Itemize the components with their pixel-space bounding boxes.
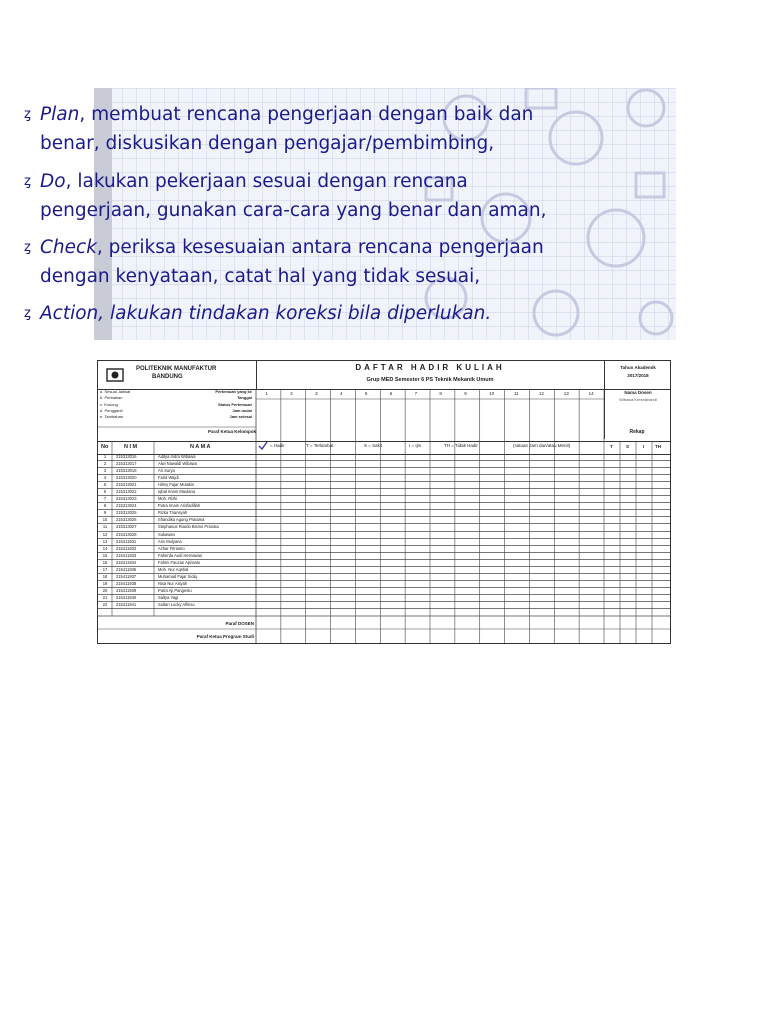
attendance-legend [258,443,608,453]
student-name: Fahmi Fauzan Aprianto [158,559,201,565]
student-no: 16 [102,559,108,565]
student-name: Aris Mulyana [158,538,182,544]
meeting-info-label: Jam selesai [229,414,252,420]
student-name: Ari Surya [158,468,175,474]
student-name: Farid Wajdi [158,475,179,481]
student-nim: 215313026 [116,517,137,523]
meeting-number: 8 [439,391,442,396]
sheet-title: DAFTAR HADIR KULIAH [355,363,505,372]
bullet-action [24,299,574,328]
student-no: 12 [102,531,108,537]
col-no-header: No [101,444,109,450]
student-name: Azhar Fitrianto [158,545,185,551]
bullet-icon: ȥ [24,240,31,255]
legend-item: I = Ijin [409,443,422,448]
student-name: Hilmy Fajar Mutakin [158,482,195,488]
rekap-col-i: I [643,444,645,449]
bullet-icon: ȥ [24,107,31,122]
table-row [98,553,670,560]
student-nim: 215313018 [116,468,137,474]
student-nim: 215411940 [116,594,137,600]
student-no: 17 [102,566,108,572]
school-name [136,365,216,381]
legend-item: (satuan Jam dan/atau Menit) [513,443,571,448]
student-no: 10 [102,517,108,523]
paraf-dosen-label: Paraf DOSEN [225,621,254,626]
legend-item: TH = Tidak Hadir [444,443,478,448]
legend-item: T = Terlambat [306,443,334,448]
col-nama-header: N A M A [190,444,211,450]
student-nim: 215313022 [116,489,137,495]
student-name: Putra Imam Arisfadillah [158,503,201,509]
student-no: 6 [103,489,107,495]
keyword-check: Check [40,237,97,258]
student-no: 3 [103,468,107,474]
student-nim: 215411931 [116,538,137,544]
student-no: 18 [102,573,108,579]
sheet-title-box [256,361,604,390]
table-row [98,588,670,595]
rekap-col-s: S [626,444,630,449]
student-name: Putra Aji Pangestu [158,587,192,593]
student-no: 13 [102,538,108,544]
student-rows [98,454,670,609]
bullet-plan [24,100,574,158]
meeting-info-label: Tanggal [236,395,252,401]
student-no: 4 [103,475,107,481]
bullet-text: , membuat rencana pengerjaan dengan baik dan [79,104,534,125]
student-no: 1 [103,454,107,459]
student-nim: 215313027 [116,524,137,530]
bullet-icon: ȥ [24,306,31,321]
meeting-number: 10 [489,391,495,396]
table-row [98,595,670,602]
student-nim: 215411933 [116,552,137,558]
student-nim: 215313025 [116,510,137,516]
rekap-label: Rekap [629,429,645,435]
table-row [98,524,670,531]
student-no: 21 [102,594,108,600]
school-name-line1: POLITEKNIK MANUFAKTUR [136,366,217,372]
student-name: Sukawan [158,531,175,537]
student-name: Moh. Nur Aqshal [158,566,189,572]
bullet-text-line2: pengerjaan, gunakan cara-cara yang benar dan aman, [40,200,547,221]
keyword-plan: Plan [40,104,80,125]
student-nim: 215313017 [116,461,137,467]
table-row [98,602,670,609]
rekap-col-th: TH [655,444,661,449]
student-name: Muhamad Fajar Sidiq [158,573,197,579]
rekap-col-t: T [610,444,613,449]
table-row [98,475,670,482]
meeting-number: 11 [514,391,519,396]
student-no: 22 [102,601,108,607]
table-row [98,489,670,496]
table-row [98,461,670,468]
student-nim: 215313024 [116,503,137,509]
table-row [98,581,670,588]
student-no: 11 [102,524,108,530]
student-name: Moh. Rizki [158,496,178,502]
table-row [98,574,670,581]
student-nim: 215313023 [116,496,137,502]
table-row [98,546,670,553]
student-nim: 215411934 [116,559,137,565]
student-no: 15 [102,552,108,558]
legend-item: S = Sakit [364,443,383,448]
meeting-number-row [256,389,604,439]
meeting-number: 5 [364,391,368,396]
meeting-number: 6 [389,391,393,396]
student-nim: 215313028 [116,531,137,537]
meeting-number: 12 [538,391,544,396]
check-mark-icon [258,442,268,450]
student-name: Shandika Agung Pratama [158,517,205,523]
student-nim: 215411936 [116,566,137,572]
table-row [98,454,670,461]
student-no: 7 [103,496,107,502]
student-nim: 215313016 [116,454,137,459]
table-row [98,532,670,539]
student-name: Faherda Audi Hernawan [158,552,203,558]
table-row [98,496,670,503]
dosen-name: Wibawa Kresnanandi [619,397,657,402]
table-row [98,503,670,510]
paraf-ketua-kelompok-label: Paraf Ketua Kelompok [207,429,256,434]
student-no: 8 [103,503,107,509]
table-row [98,510,670,517]
bullet-do [24,167,574,225]
meeting-number: 9 [464,391,467,396]
meeting-number: 3 [315,391,318,396]
status-legend [98,389,146,427]
student-nim: 215313020 [116,475,137,481]
paraf-kps-label: Paraf Ketua Program Studi [196,634,254,639]
dosen-label: Nama Dosen [624,390,652,395]
sheet-subtitle: Grup MED Semester 6 PS Teknik Mekanik Umum [366,377,494,383]
school-name-line2: BANDUNG [152,374,183,380]
bullet-check [24,233,574,291]
status-item: d. Pengganti [100,407,123,413]
student-no: 9 [103,510,107,516]
table-row [98,567,670,574]
meeting-info-label: Status Pertemuan [217,401,252,407]
meeting-number: 14 [588,391,594,396]
student-no: 5 [103,482,107,488]
meeting-number: 7 [414,391,418,396]
keyword-do: Do [40,171,66,192]
sheet-header-logo [98,361,257,390]
student-no: 19 [102,580,108,586]
table-row [98,539,670,546]
col-nim-header: N I M [124,444,138,450]
table-row [98,517,670,524]
student-nim: 215411938 [116,580,137,586]
meeting-info-label: Pertemuan yang ke [215,389,252,394]
meeting-number: 4 [340,391,343,396]
status-item: b. Perbaikan [100,395,123,401]
student-nim: 215313021 [116,482,137,488]
student-name: Iqbal Imam Maulana [158,489,196,495]
student-nim: 215411932 [116,545,137,551]
table-row [98,560,670,567]
bullet-text: , lakukan tindakan koreksi bila diperlukan. [98,303,492,324]
student-name: Nisa Nur Aisyah [158,580,188,586]
student-name: Sultan Lucky Alfinso [158,601,195,607]
student-name: Saltya Yagi [158,594,179,600]
student-name: Stephanus Riardo Bismo Pranata [158,524,219,530]
table-row [98,482,670,489]
bullet-icon: ȥ [24,174,31,189]
academic-year-label: Tahun Akademik [620,365,656,370]
academic-year-box [604,361,671,390]
meeting-number: 13 [563,391,569,396]
student-name: Aditya Indra Wibawa [158,454,196,459]
meeting-number: 1 [265,391,268,396]
student-name: Alwi Nawaldi Wibawa [158,461,197,467]
bullet-text-line2: benar, diskusikan dengan pengajar/pembimbing, [40,133,495,154]
attendance-sheet [97,360,671,644]
keyword-action: Action [40,303,99,324]
table-row [98,468,670,475]
status-item: c. Kosong [100,401,118,407]
bullet-text: , periksa kesesuaian antara rencana pengerjaan [96,237,544,258]
student-nim: 215411937 [116,573,137,579]
meeting-info-label: Jam mulai [232,407,252,413]
student-no: 20 [102,587,108,593]
student-nim: 215411939 [116,587,137,593]
status-item: a. Sesuai Jadwal [100,389,131,394]
bullet-text: , lakukan pekerjaan sesuai dengan rencana [65,171,468,192]
academic-year-value: 2017/2018 [627,373,649,378]
student-name: Rizka Triansyah [158,510,188,516]
status-item: e. Tambahan [100,414,124,420]
student-no: 14 [102,545,108,551]
meeting-number: 2 [290,391,293,396]
student-no: 2 [103,461,107,467]
student-nim: 215411941 [116,601,137,607]
polman-logo-icon [106,368,124,382]
meeting-info-labels [146,389,256,427]
legend-item: = Hadir [270,443,285,448]
bullet-text-line2: dengan kenyataan, catat hal yang tidak sesuai, [40,266,481,287]
